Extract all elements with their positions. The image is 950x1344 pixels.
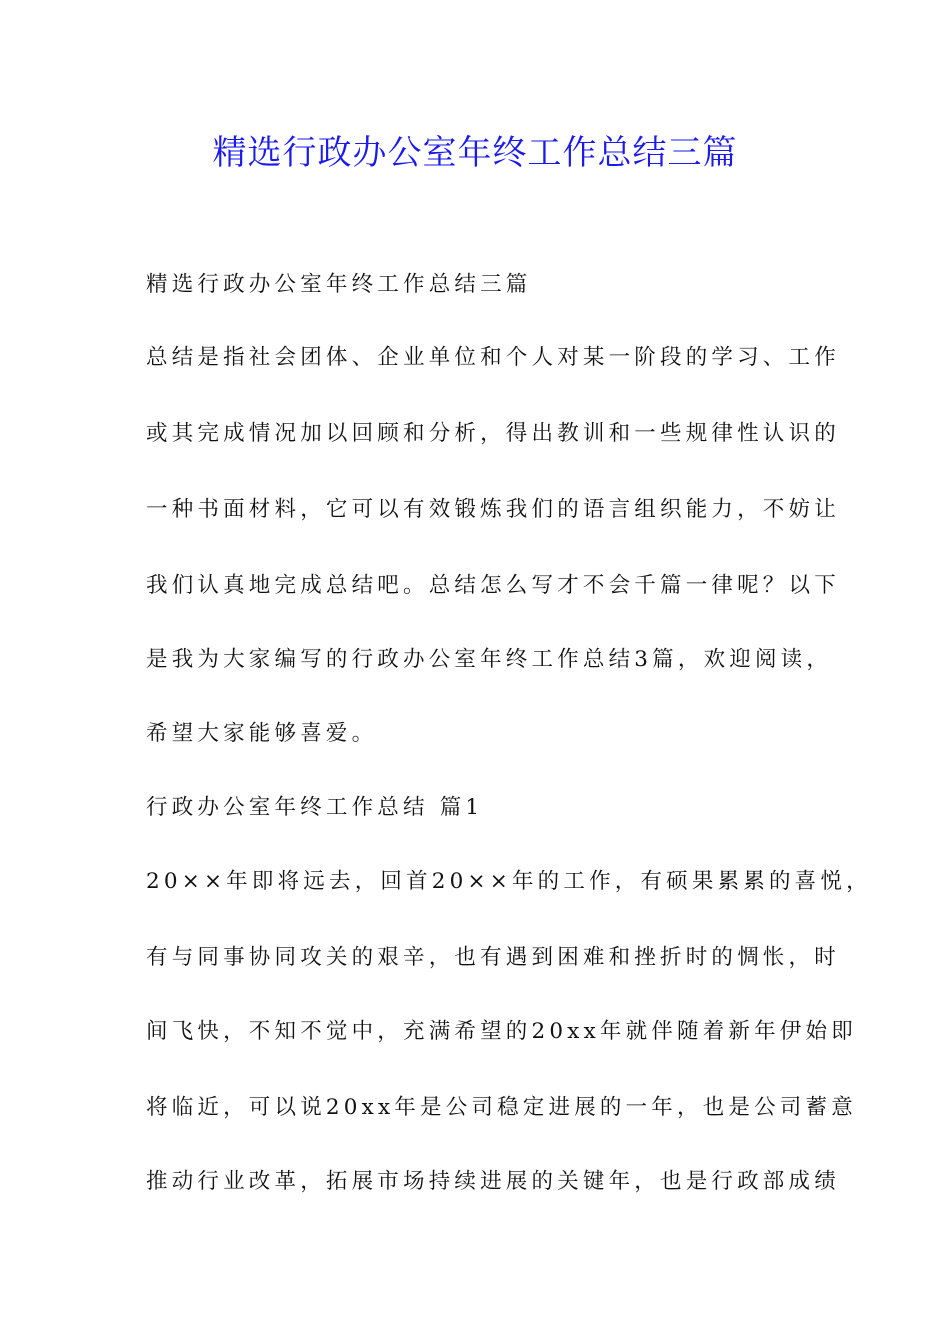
intro-line-6: 希望大家能够喜爱。 xyxy=(146,721,378,746)
intro-line-1: 总结是指社会团体、企业单位和个人对某一阶段的学习、工作 xyxy=(146,345,840,370)
intro-line-2: 或其完成情况加以回顾和分析，得出教训和一些规律性认识的 xyxy=(146,421,840,446)
intro-line-5: 是我为大家编写的行政办公室年终工作总结3篇，欢迎阅读， xyxy=(146,647,833,672)
body-line-2: 有与同事协同攻关的艰辛，也有遇到困难和挫折时的惆怅，时 xyxy=(146,945,840,970)
document-title: 精选行政办公室年终工作总结三篇 xyxy=(212,133,738,173)
body-line-3: 间飞快，不知不觉中，充满希望的20xx年就伴随着新年伊始即 xyxy=(146,1019,857,1044)
body-line-5: 推动行业改革，拓展市场持续进展的关键年，也是行政部成绩 xyxy=(146,1169,840,1194)
body-line-4: 将临近，可以说20xx年是公司稳定进展的一年，也是公司蓄意 xyxy=(146,1095,857,1120)
body-line-1: 20××年即将远去，回首20××年的工作，有硕果累累的喜悦， xyxy=(146,869,872,894)
subtitle-line: 精选行政办公室年终工作总结三篇 xyxy=(146,272,532,297)
section-heading-1: 行政办公室年终工作总结 篇1 xyxy=(146,795,484,820)
intro-line-4: 我们认真地完成总结吧。总结怎么写才不会千篇一律呢？以下 xyxy=(146,573,840,598)
intro-line-3: 一种书面材料，它可以有效锻炼我们的语言组织能力，不妨让 xyxy=(146,497,840,522)
